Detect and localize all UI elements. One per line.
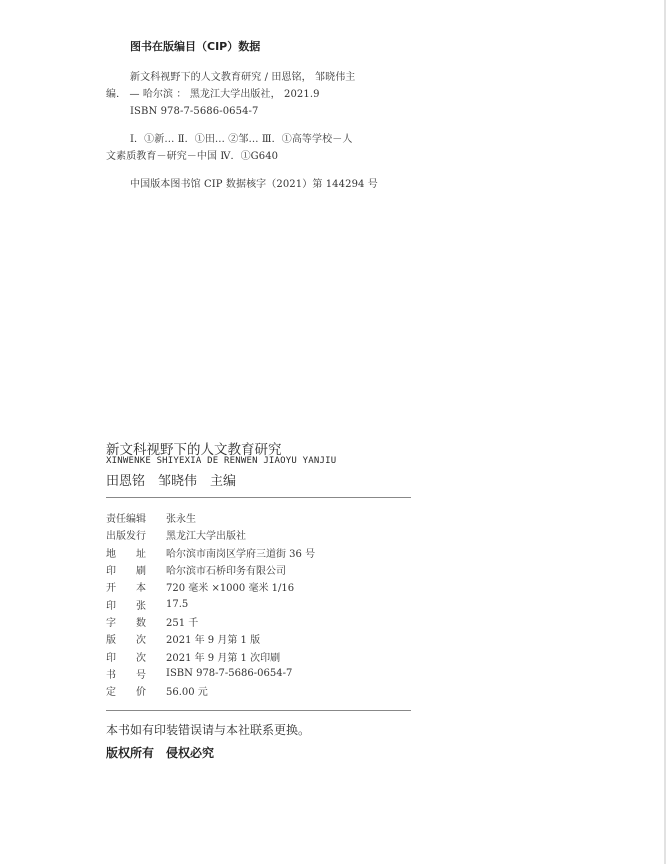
pub-label: 印 次 xyxy=(106,652,146,664)
cip-subjects xyxy=(106,131,426,165)
pub-value: ISBN 978-7-5686-0654-7 xyxy=(166,667,293,679)
cip-entry-line-2: 编． — 哈尔滨 ： 黑龙江大学出版社， 2021.9 xyxy=(106,89,320,100)
pub-value: 2021 年 9 月第 1 次印刷 xyxy=(166,652,281,664)
pub-row-format xyxy=(106,578,406,595)
pub-row-edition xyxy=(106,630,406,647)
pub-row-address xyxy=(106,544,406,561)
pub-label: 开 本 xyxy=(106,583,146,595)
pub-value: 黑龙江大学出版社 xyxy=(166,531,246,543)
pub-row-sheets xyxy=(106,595,406,612)
pub-label: 地 址 xyxy=(106,548,146,560)
pub-value: 56.00 元 xyxy=(166,687,208,699)
cip-heading: 图书在版编目（CIP）数据 xyxy=(130,40,261,53)
cip-record xyxy=(106,176,426,193)
cip-entry-line-3: ISBN 978-7-5686-0654-7 xyxy=(130,106,259,117)
pub-value: 2021 年 9 月第 1 版 xyxy=(166,635,261,647)
publication-info xyxy=(106,509,406,699)
pub-label: 印 刷 xyxy=(106,566,146,578)
copyright-notice: 版权所有 侵权必究 xyxy=(106,746,215,760)
cip-record-line: 中国版本图书馆 CIP 数据核字（2021）第 144294 号 xyxy=(130,179,378,190)
divider-bottom xyxy=(106,710,411,711)
pub-label: 字 数 xyxy=(106,617,146,629)
pub-value: 哈尔滨市南岗区学府三道街 36 号 xyxy=(166,548,316,560)
replacement-notice: 本书如有印装错误请与本社联系更换。 xyxy=(106,723,311,737)
pub-value: 张永生 xyxy=(166,514,196,526)
book-title-pinyin: XINWENKE SHIYEXIA DE RENWEN JIAOYU YANJIU xyxy=(106,456,337,466)
pub-row-publisher xyxy=(106,526,406,543)
cip-entry-line-1: 新文科视野下的人文教育研究 / 田恩铭， 邹晓伟主 xyxy=(130,72,356,83)
book-authors: 田恩铭 邹晓伟 主编 xyxy=(106,474,237,489)
cip-subjects-line-1: Ⅰ．①新… Ⅱ．①田… ②邹… Ⅲ．①高等学校－人 xyxy=(130,134,353,145)
book-title: 新文科视野下的人文教育研究 xyxy=(106,442,282,458)
pub-label: 版 次 xyxy=(106,635,146,647)
pub-value: 17.5 xyxy=(166,598,189,610)
pub-row-isbn xyxy=(106,665,406,682)
pub-value: 哈尔滨市石桥印务有限公司 xyxy=(166,566,286,578)
pub-label: 责任编辑 xyxy=(106,514,146,526)
pub-label: 印 张 xyxy=(106,600,146,612)
pub-value: 720 毫米 ×1000 毫米 1/16 xyxy=(166,583,295,595)
pub-label: 定 价 xyxy=(106,687,146,699)
pub-row-price xyxy=(106,682,406,699)
pub-label: 出版发行 xyxy=(106,531,146,543)
cip-subjects-line-2: 文素质教育－研究－中国 Ⅳ．①G640 xyxy=(106,151,279,162)
cip-entry xyxy=(106,69,426,120)
pub-value: 251 千 xyxy=(166,617,199,629)
divider-top xyxy=(106,497,411,498)
pub-row-word-count xyxy=(106,613,406,630)
pub-label: 书 号 xyxy=(106,669,146,681)
cip-section xyxy=(106,38,426,193)
pub-row-printing xyxy=(106,647,406,664)
pub-row-printer xyxy=(106,561,406,578)
pub-row-editor xyxy=(106,509,406,526)
